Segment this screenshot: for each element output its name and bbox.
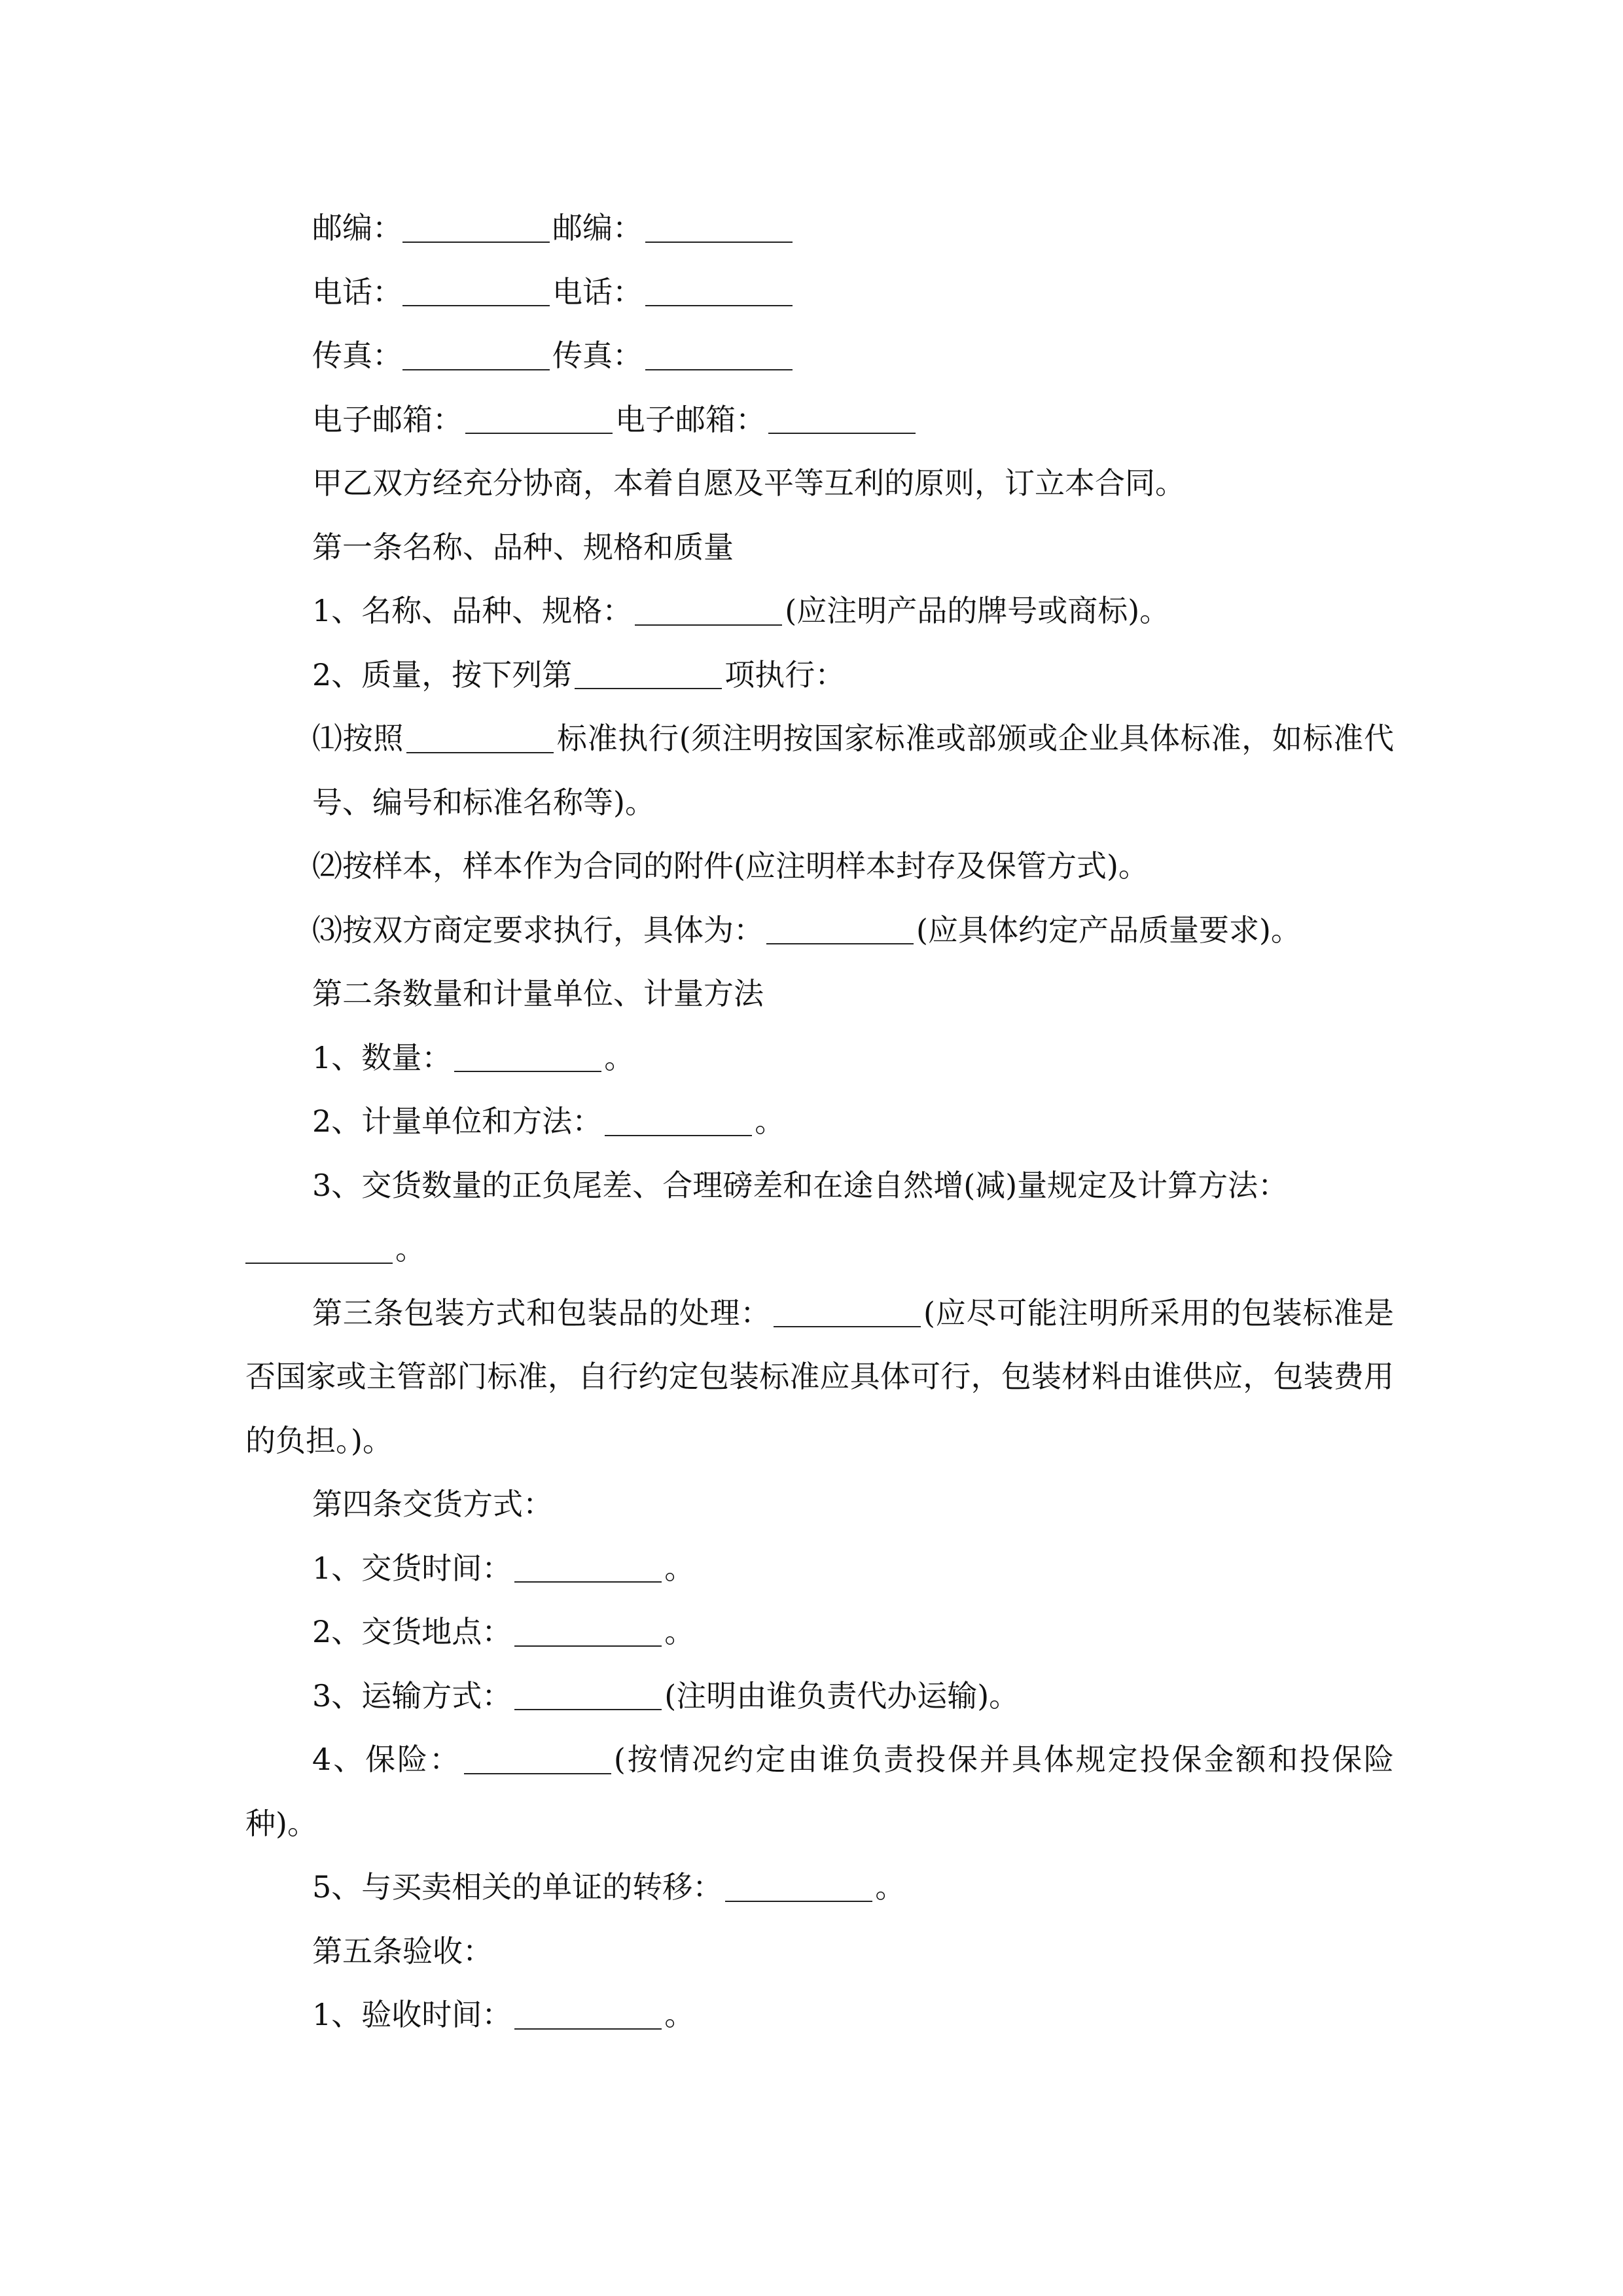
article-4-item-2: 2、交货地点： 。 <box>312 1614 695 1649</box>
standard-blank[interactable] <box>406 721 554 753</box>
unit-method-blank[interactable] <box>605 1103 752 1136</box>
article-1-heading: 第一条名称、品种、规格和质量 <box>312 529 734 565</box>
article-4-heading: 第四条交货方式： <box>312 1486 553 1522</box>
email-blank-a[interactable] <box>465 401 613 434</box>
email-line: 电子邮箱： 电子邮箱： <box>245 388 1394 452</box>
quality-requirement-blank[interactable] <box>766 912 914 944</box>
article-4-item-3: 3、运输方式： (注明由谁负责代办运输)。 <box>312 1677 1020 1713</box>
article-4-item-4: 4、保险： (按情况约定由谁负责投保并具体规定投保金额和投保险种)。 <box>245 1742 1394 1841</box>
email-blank-b[interactable] <box>768 401 916 434</box>
quality-option-1: ⑴按照 标准执行(须注明按国家标准或部颁或企业具体标准，如标准代号、编号和标准名称等)。 <box>312 721 1395 820</box>
intro-paragraph: 甲乙双方经充分协商，本着自愿及平等互利的原则，订立本合同。 <box>312 465 1185 501</box>
quality-option-3: ⑶按双方商定要求执行，具体为： (应具体约定产品质量要求)。 <box>312 912 1301 948</box>
insurance-blank[interactable] <box>464 1742 611 1774</box>
phone-blank-a[interactable] <box>402 274 550 306</box>
acceptance-time-blank[interactable] <box>514 1997 662 2030</box>
phone-line: 电话： 电话： <box>245 260 1394 325</box>
quantity-blank[interactable] <box>454 1039 601 1072</box>
article-2-item-3-cont: 。 <box>245 1217 1394 1282</box>
packaging-blank[interactable] <box>774 1295 921 1327</box>
article-2-heading: 第二条数量和计量单位、计量方法 <box>312 976 764 1011</box>
article-2-item-1: 1、数量： 。 <box>312 1039 635 1075</box>
article-1-item-2: 2、质量，按下列第 项执行： <box>312 656 846 692</box>
article-1-item-1: 1、名称、品种、规格： (应注明产品的牌号或商标)。 <box>312 593 1170 628</box>
article-4-item-5: 5、与买卖相关的单证的转移： 。 <box>312 1869 906 1905</box>
name-spec-blank[interactable] <box>635 593 782 626</box>
article-4-item-1: 1、交货时间： 。 <box>312 1550 695 1586</box>
contract-body <box>245 196 1394 2047</box>
postcode-blank-b[interactable] <box>645 210 793 243</box>
transport-blank[interactable] <box>514 1677 662 1710</box>
postcode-blank-a[interactable] <box>402 210 550 243</box>
article-3-paragraph: 第三条包装方式和包装品的处理： (应尽可能注明所采用的包装标准是否国家或主管部门标准，自行约定包装标准应具体可行，包装材料由谁供应，包装费用的负担。)。 <box>245 1295 1395 1458</box>
article-5-heading: 第五条验收： <box>312 1933 493 1969</box>
quality-item-blank[interactable] <box>575 656 722 689</box>
article-2-item-2: 2、计量单位和方法： 。 <box>312 1103 785 1139</box>
article-5-item-1: 1、验收时间： 。 <box>312 1997 695 2032</box>
fax-blank-b[interactable] <box>645 338 793 370</box>
postcode-line: 邮编： 邮编： <box>245 196 1394 260</box>
fax-blank-a[interactable] <box>402 338 550 370</box>
delivery-time-blank[interactable] <box>514 1550 662 1583</box>
delivery-place-blank[interactable] <box>514 1614 662 1647</box>
phone-blank-b[interactable] <box>645 274 793 306</box>
tolerance-blank[interactable] <box>245 1231 393 1264</box>
fax-line: 传真： 传真： <box>245 324 1394 388</box>
article-2-item-3: 3、交货数量的正负尾差、合理磅差和在途自然增(减)量规定及计算方法： <box>312 1167 1289 1203</box>
quality-option-2: ⑵按样本，样本作为合同的附件(应注明样本封存及保管方式)。 <box>312 848 1149 884</box>
documents-blank[interactable] <box>725 1869 872 1902</box>
